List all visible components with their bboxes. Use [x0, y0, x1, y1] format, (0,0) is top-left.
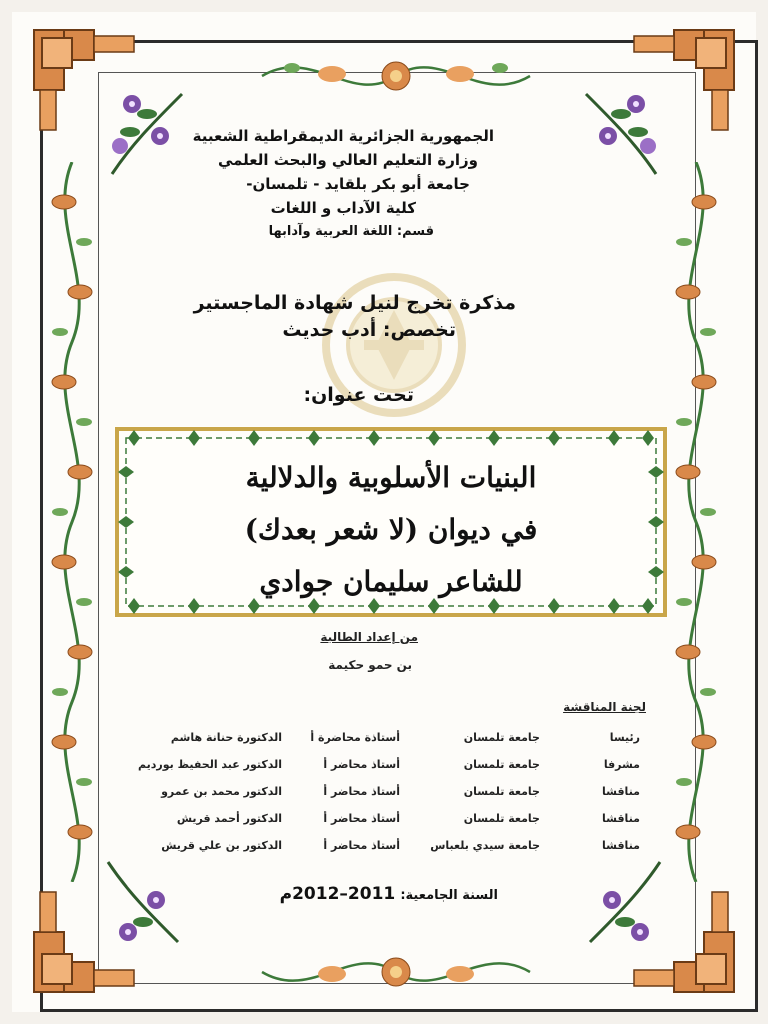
member-role: مناقشا	[602, 812, 640, 825]
prepared-by-label: من إعداد الطالبة	[320, 630, 418, 644]
member-university: جامعة تلمسان	[463, 785, 540, 798]
committee-row	[132, 805, 646, 832]
member-university: جامعة سيدي بلعباس	[430, 839, 540, 852]
institution-header	[114, 124, 494, 244]
vine-ornament-icon	[666, 162, 726, 882]
university-line: جامعة أبو بكر بلقايد - تلمسان-	[246, 175, 470, 193]
member-role: مناقشا	[602, 839, 640, 852]
member-rank: أستاذة محاضرة أ	[310, 731, 400, 744]
member-role: رئيسا	[609, 731, 640, 744]
specialization: تخصص: أدب حديث	[282, 319, 456, 341]
title-line-2: في ديوان (لا شعر بعدك)	[244, 513, 538, 546]
title-line-1: البنيات الأسلوبية والدلالية	[245, 461, 537, 494]
top-ornament-icon	[252, 46, 540, 106]
member-university: جامعة تلمسان	[463, 758, 540, 771]
member-role: مشرفا	[603, 758, 640, 771]
flower-ornament-icon	[566, 84, 666, 184]
member-university: جامعة تلمسان	[463, 731, 540, 744]
member-rank: أستاذ محاضر أ	[323, 758, 400, 771]
committee-row	[132, 724, 646, 751]
student-name: بن حمو حكيمة	[328, 658, 412, 672]
committee-section	[132, 700, 646, 859]
member-name: الدكتور محمد بن عمرو	[161, 785, 282, 798]
document-page	[12, 12, 756, 1012]
academic-year	[278, 884, 498, 904]
vine-ornament-icon	[42, 162, 102, 882]
flower-ornament-icon	[570, 852, 670, 952]
under-title-label: تحت عنوان:	[303, 384, 414, 406]
committee-row	[132, 751, 646, 778]
thesis-title	[114, 452, 668, 608]
thesis-info	[194, 290, 516, 344]
title-box	[114, 426, 668, 618]
title-line-3: للشاعر سليمان جوادي	[259, 565, 523, 598]
faculty-line: كلية الآداب و اللغات	[270, 199, 416, 217]
member-name: الدكتورة حنانة هاشم	[170, 731, 282, 744]
thesis-type: مذكرة تخرج لنيل شهادة الماجستير	[193, 292, 516, 314]
member-rank: أستاذ محاضر أ	[323, 812, 400, 825]
academic-year-label: السنة الجامعية:	[400, 888, 498, 903]
member-name: الدكتور عبد الحفيظ بورديم	[138, 758, 282, 771]
committee-row	[132, 832, 646, 859]
department-line: قسم: اللغة العربية وآدابها	[268, 224, 434, 239]
flower-ornament-icon	[98, 852, 198, 952]
member-name: الدكتور بن علي قريش	[161, 839, 282, 852]
member-rank: أستاذ محاضر أ	[323, 785, 400, 798]
republic-line: الجمهورية الجزائرية الديمقراطية الشعبية	[192, 127, 494, 145]
member-role: مناقشا	[602, 785, 640, 798]
committee-title: لجنة المناقشة	[563, 700, 646, 714]
prepared-by	[320, 630, 418, 672]
bottom-ornament-icon	[252, 942, 540, 1002]
member-rank: أستاذ محاضر أ	[323, 839, 400, 852]
member-name: الدكتور أحمد قريش	[176, 812, 282, 825]
academic-year-value: 2011–2012م	[279, 884, 396, 904]
committee-row	[132, 778, 646, 805]
ministry-line: وزارة التعليم العالي والبحث العلمي	[217, 151, 478, 169]
member-university: جامعة تلمسان	[463, 812, 540, 825]
